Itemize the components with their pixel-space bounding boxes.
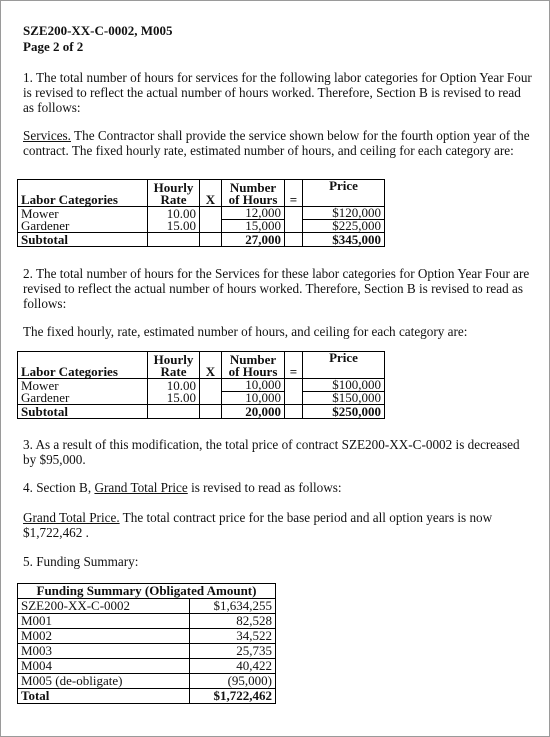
table-row: M004 40,422 (18, 659, 276, 674)
page-number: Page 2 of 2 (23, 39, 84, 54)
item-5-text: 5. Funding Summary: (23, 554, 139, 569)
table-row: Mower 10.00 10,000 $100,000 (18, 379, 385, 392)
subtotal-row: Subtotal 20,000 $250,000 (18, 405, 385, 419)
table-row: M005 (de-obligate) (95,000) (18, 674, 276, 689)
funding-title: Funding Summary (Obligated Amount) (18, 584, 276, 599)
services-text: The Contractor shall provide the service shown below for the fourth option year of the contract. The fixed hourly rate, estimated number of hours, and ceiling for each category are: (23, 128, 530, 158)
item-1-text: 1. The total number of hours for services for the following labor categories for Option Year Four is revised to reflect the actual number of hours worked. Therefore, Section B is revised to read as follows: (23, 70, 532, 115)
col-equals: = (285, 352, 303, 379)
table-row: M003 25,735 (18, 644, 276, 659)
item-1-services (23, 128, 533, 158)
grand-total-price-label: Grand Total Price. (23, 510, 120, 525)
document-id: SZE200-XX-C-0002, M005 (23, 23, 173, 38)
col-multiply: X (200, 180, 222, 207)
col-labor-categories: Labor Categories (18, 180, 148, 207)
col-labor-categories: Labor Categories (18, 352, 148, 379)
item-2-text: 2. The total number of hours for the Services for these labor categories for Option Year Four are revised to reflect the actual number of hours worked. Therefore, Section B is revised to read as follows: (23, 266, 530, 311)
table-row: Gardener 15.00 15,000 $225,000 (18, 220, 385, 233)
table-row: M001 82,528 (18, 614, 276, 629)
table-row: M002 34,522 (18, 629, 276, 644)
subtotal-row: Subtotal 27,000 $345,000 (18, 233, 385, 247)
col-number-hours: Number of Hours (222, 180, 285, 207)
funding-summary-table (17, 583, 276, 704)
table-header-row (18, 352, 385, 379)
item-2-text2: The fixed hourly, rate, estimated number of hours, and ceiling for each category are: (23, 324, 468, 339)
funding-total-row: Total $1,722,462 (18, 689, 276, 704)
labor-table-2 (17, 351, 385, 419)
col-equals: = (285, 180, 303, 207)
services-label: Services. (23, 128, 71, 143)
table-row: Gardener 15.00 10,000 $150,000 (18, 392, 385, 405)
table-row: SZE200-XX-C-0002 $1,634,255 (18, 599, 276, 614)
col-multiply: X (200, 352, 222, 379)
table-header-row (18, 180, 385, 207)
col-hourly-rate: Hourly Rate (148, 180, 200, 207)
grand-total-price-link: Grand Total Price (94, 480, 188, 495)
grand-total-price-text: Grand Total Price. The total contract price for the base period and all option years is now $1,722,462 . (23, 510, 493, 540)
funding-title-row (18, 584, 276, 599)
table-row: Mower 10.00 12,000 $120,000 (18, 207, 385, 220)
col-price: Price (303, 180, 385, 207)
col-price: Price (303, 352, 385, 379)
col-hourly-rate: Hourly Rate (148, 352, 200, 379)
item-4-text: 4. Section B, Grand Total Price is revised to read as follows: (23, 480, 342, 495)
labor-table-1 (17, 179, 385, 247)
col-number-hours: Number of Hours (222, 352, 285, 379)
item-3-text: 3. As a result of this modification, the total price of contract SZE200-XX-C-0002 is decreased by $95,000. (23, 437, 520, 467)
